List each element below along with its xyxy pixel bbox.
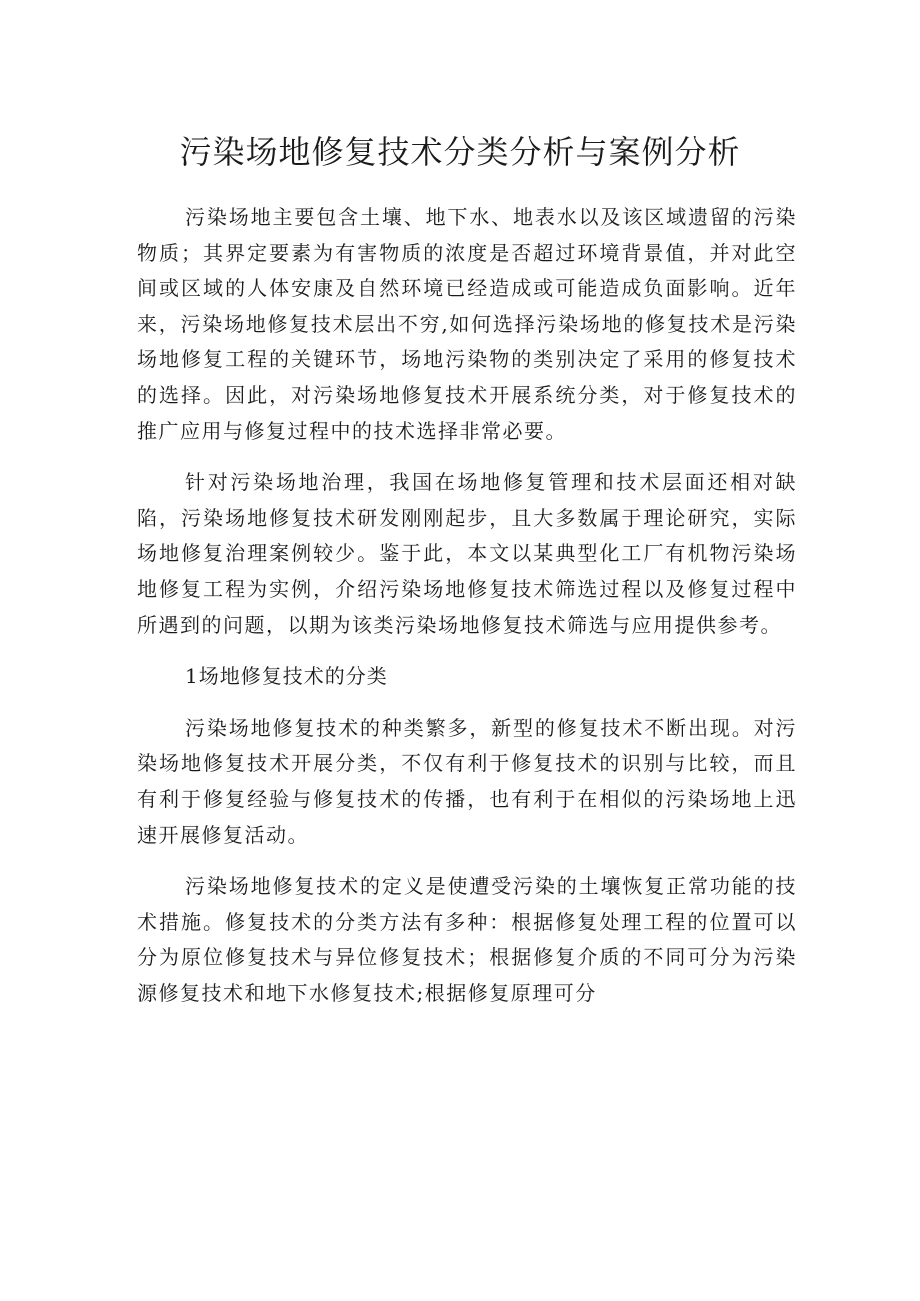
document-body	[137, 200, 797, 1011]
paragraph-section-2: 污染场地修复技术的定义是使遭受污染的土壤恢复正常功能的技术措施。修复技术的分类方法有多种：根据修复处理工程的位置可以分为原位修复技术与异位修复技术；根据修复介质的不同可分为污染源修复技术和地下水修复技术;根据修复原理可分	[137, 874, 797, 1005]
paragraph-section-1: 污染场地修复技术的种类繁多，新型的修复技术不断出现。对污染场地修复技术开展分类，不仅有利于修复技术的识别与比较，而且有利于修复经验与修复技术的传播，也有利于在相似的污染场地上迅速开展修复活动。	[137, 715, 797, 847]
paragraph-intro-2: 针对污染场地治理，我国在场地修复管理和技术层面还相对缺陷，污染场地修复技术研发刚刚起步，且大多数属于理论研究，实际场地修复治理案例较少。鉴于此，本文以某典型化工厂有机物污染场地修复工程为实例，介绍污染场地修复技术筛选过程以及修复过程中所遇到的问题，以期为该类污染场地修复技术筛选与应用提供参考。	[137, 470, 797, 637]
paragraph-intro-1: 污染场地主要包含土壤、地下水、地表水以及该区域遗留的污染物质；其界定要素为有害物质的浓度是否超过环境背景值，并对此空间或区域的人体安康及自然环境已经造成或可能造成负面影响。近年来，污染场地修复技术层出不穷,如何选择污染场地的修复技术是污染场地修复工程的关键环节，场地污染物的类别决定了采用的修复技术的选择。因此，对污染场地修复技术开展系统分类，对于修复技术的推广应用与修复过程中的技术选择非常必要。	[137, 205, 797, 443]
section-heading: 1场地修复技术的分类	[185, 664, 388, 689]
document-title: 污染场地修复技术分类分析与案例分析	[179, 133, 741, 171]
